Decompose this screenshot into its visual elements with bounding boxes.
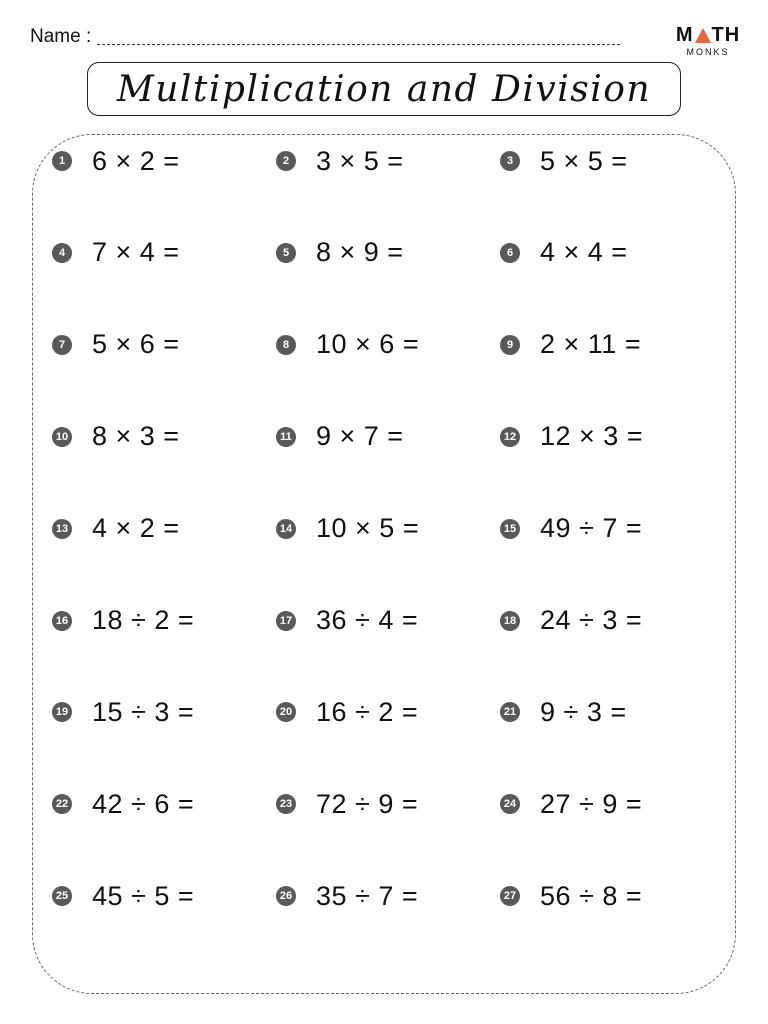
- problem-number-badge: 2: [276, 151, 296, 171]
- problem-number-badge: 5: [276, 243, 296, 263]
- problem-number-badge: 26: [276, 886, 296, 906]
- problem-number-badge: 25: [52, 886, 72, 906]
- problem-expression: 10 × 5 =: [316, 513, 420, 544]
- problem-item: [52, 419, 180, 455]
- problem-number-badge: 4: [52, 243, 72, 263]
- name-label: Name :: [30, 26, 92, 47]
- problem-number-badge: 3: [500, 151, 520, 171]
- problem-number-badge: 6: [500, 243, 520, 263]
- problem-expression: 35 ÷ 7 =: [316, 880, 419, 911]
- problem-expression: 9 × 7 =: [316, 421, 404, 452]
- problem-number-badge: 8: [276, 335, 296, 355]
- problem-number-badge: 15: [500, 519, 520, 539]
- problem-item: [276, 419, 404, 455]
- problem-item: [52, 603, 194, 639]
- problem-expression: 56 ÷ 8 =: [540, 880, 643, 911]
- logo-wordmark: [676, 24, 740, 46]
- problem-item: [500, 235, 628, 271]
- problem-expression: 4 × 2 =: [92, 513, 180, 544]
- problem-item: [276, 786, 418, 822]
- problem-item: [500, 419, 643, 455]
- problem-item: [500, 603, 642, 639]
- problem-item: [52, 235, 180, 271]
- problem-expression: 72 ÷ 9 =: [316, 788, 419, 819]
- problem-item: [500, 511, 642, 547]
- problem-item: [500, 786, 642, 822]
- problem-expression: 6 × 2 =: [92, 145, 180, 176]
- problem-expression: 4 × 4 =: [540, 237, 628, 268]
- problem-number-badge: 9: [500, 335, 520, 355]
- problem-expression: 27 ÷ 9 =: [540, 788, 643, 819]
- problem-item: [52, 143, 180, 179]
- problem-item: [276, 878, 418, 914]
- problem-number-badge: 14: [276, 519, 296, 539]
- problem-expression: 24 ÷ 3 =: [540, 605, 643, 635]
- problem-expression: 7 × 4 =: [92, 237, 180, 268]
- problem-item: [276, 694, 418, 730]
- name-row: [30, 24, 620, 50]
- problem-expression: 5 × 6 =: [92, 329, 180, 360]
- problem-expression: 12 × 3 =: [540, 421, 644, 452]
- problem-item: [500, 694, 627, 730]
- problem-item: [52, 327, 180, 363]
- problem-expression: 45 ÷ 5 =: [92, 880, 195, 911]
- problem-number-badge: 22: [52, 794, 72, 814]
- problem-number-badge: 19: [52, 702, 72, 722]
- problem-item: [52, 511, 180, 547]
- name-field[interactable]: [97, 44, 620, 45]
- problem-item: [52, 694, 194, 730]
- worksheet-title: Multiplication and Division: [116, 68, 652, 110]
- problem-expression: 42 ÷ 6 =: [92, 788, 195, 819]
- problem-number-badge: 1: [52, 151, 72, 171]
- problem-expression: 9 ÷ 3 =: [540, 696, 627, 727]
- math-monks-logo: [676, 24, 740, 58]
- problem-expression: 8 × 9 =: [316, 237, 404, 268]
- problem-number-badge: 12: [500, 427, 520, 447]
- logo-letter-m: M: [675, 24, 694, 46]
- problem-expression: 3 × 5 =: [316, 145, 404, 176]
- problem-number-badge: 11: [276, 427, 296, 447]
- problem-expression: 18 ÷ 2 =: [92, 605, 195, 635]
- problem-item: [276, 143, 404, 179]
- problem-item: [276, 327, 419, 363]
- logo-letters-th: TH: [711, 24, 741, 46]
- problem-item: [500, 878, 642, 914]
- problem-expression: 8 × 3 =: [92, 421, 180, 452]
- problem-expression: 2 × 11 =: [540, 329, 642, 360]
- logo-subtitle: MONKS: [686, 47, 730, 57]
- title-box: [87, 62, 681, 116]
- problem-item: [276, 235, 404, 271]
- problem-item: [276, 603, 418, 639]
- problem-number-badge: 10: [52, 427, 72, 447]
- problem-expression: 10 × 6 =: [316, 329, 420, 360]
- problem-expression: 36 ÷ 4 =: [316, 605, 419, 635]
- problem-number-badge: 7: [52, 335, 72, 355]
- problem-expression: 49 ÷ 7 =: [540, 513, 643, 544]
- problem-number-badge: 24: [500, 794, 520, 814]
- problem-item: [52, 786, 194, 822]
- problem-expression: 5 × 5 =: [540, 145, 628, 176]
- problem-expression: 16 ÷ 2 =: [316, 696, 419, 727]
- logo-triangle-icon: [695, 28, 711, 43]
- problem-number-badge: 16: [52, 611, 72, 631]
- problem-expression: 15 ÷ 3 =: [92, 696, 195, 727]
- problem-number-badge: 17: [276, 611, 296, 631]
- problem-number-badge: 18: [500, 611, 520, 631]
- problem-item: [52, 878, 194, 914]
- problem-number-badge: 13: [52, 519, 72, 539]
- problem-item: [500, 327, 641, 363]
- problem-number-badge: 20: [276, 702, 296, 722]
- problem-number-badge: 21: [500, 702, 520, 722]
- problem-number-badge: 27: [500, 886, 520, 906]
- problem-item: [500, 143, 628, 179]
- problem-number-badge: 23: [276, 794, 296, 814]
- problem-item: [276, 511, 419, 547]
